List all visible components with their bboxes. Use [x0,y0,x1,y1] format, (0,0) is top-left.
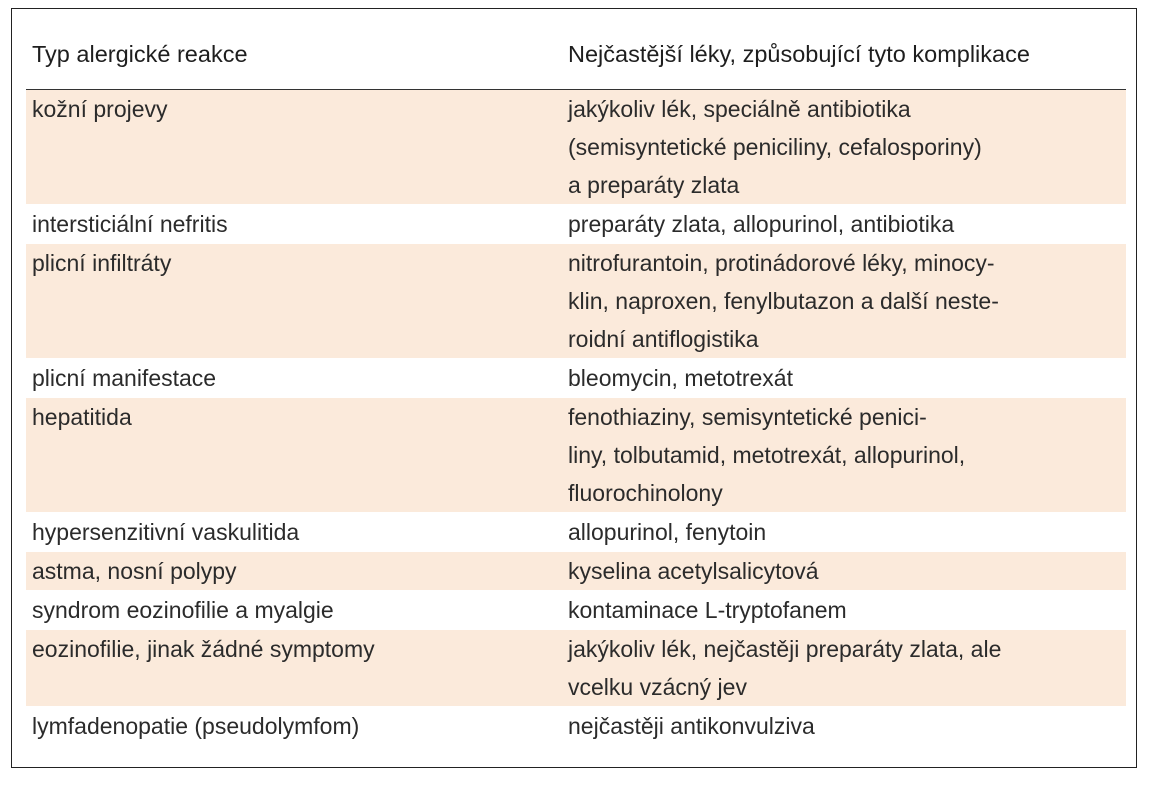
drugs-cell [562,552,1126,591]
drugs-line: klin, naproxen, fenylbutazon a další neste- [568,288,999,314]
drugs-line: nitrofurantoin, protinádorové léky, minocy- [568,250,995,276]
drugs-cell [562,630,1126,707]
column-header-drugs: Nejčastější léky, způsobující tyto komplikace [562,26,1126,90]
table-row [26,707,1126,746]
table-row [26,630,1126,707]
table-row [26,552,1126,591]
table-row [26,244,1126,359]
table-row [26,90,1126,205]
table-header-row [26,26,1126,90]
drugs-cell [562,398,1126,513]
table-row [26,513,1126,552]
drugs-line: roidní antiflogistika [568,326,759,352]
column-header-reaction-type: Typ alergické reakce [26,26,562,90]
reaction-cell: plicní infiltráty [26,244,562,359]
drugs-line: liny, tolbutamid, metotrexát, allopurinol, [568,442,966,468]
reaction-cell: eozinofilie, jinak žádné symptomy [26,630,562,707]
reaction-cell: astma, nosní polypy [26,552,562,591]
drugs-cell [562,513,1126,552]
drugs-line: kyselina acetylsalicytová [568,558,819,584]
reaction-cell: intersticiální nefritis [26,205,562,244]
table-frame [11,8,1137,768]
drugs-cell [562,359,1126,398]
table-row [26,359,1126,398]
drugs-cell [562,591,1126,630]
drugs-line: fluorochinolony [568,480,723,506]
drugs-line: jakýkoliv lék, nejčastěji preparáty zlata, ale [568,636,1002,662]
reaction-cell: kožní projevy [26,90,562,205]
table-row [26,398,1126,513]
reaction-cell: syndrom eozinofilie a myalgie [26,591,562,630]
drugs-line: (semisyntetické peniciliny, cefalosporiny) [568,134,982,160]
reaction-cell: hepatitida [26,398,562,513]
drugs-cell [562,707,1126,746]
allergy-drug-table [26,26,1126,746]
drugs-line: preparáty zlata, allopurinol, antibiotika [568,211,955,237]
drugs-line: bleomycin, metotrexát [568,365,793,391]
reaction-cell: lymfadenopatie (pseudolymfom) [26,707,562,746]
table-row [26,205,1126,244]
drugs-cell [562,90,1126,205]
reaction-cell: hypersenzitivní vaskulitida [26,513,562,552]
drugs-line: a preparáty zlata [568,172,740,198]
reaction-cell: plicní manifestace [26,359,562,398]
drugs-line: jakýkoliv lék, speciálně antibiotika [568,96,911,122]
drugs-line: vcelku vzácný jev [568,674,747,700]
drugs-cell [562,244,1126,359]
drugs-line: fenothiaziny, semisyntetické penici- [568,404,927,430]
drugs-line: nejčastěji antikonvulziva [568,713,815,739]
drugs-line: allopurinol, fenytoin [568,519,767,545]
drugs-cell [562,205,1126,244]
table-row [26,591,1126,630]
drugs-line: kontaminace L-tryptofanem [568,597,847,623]
